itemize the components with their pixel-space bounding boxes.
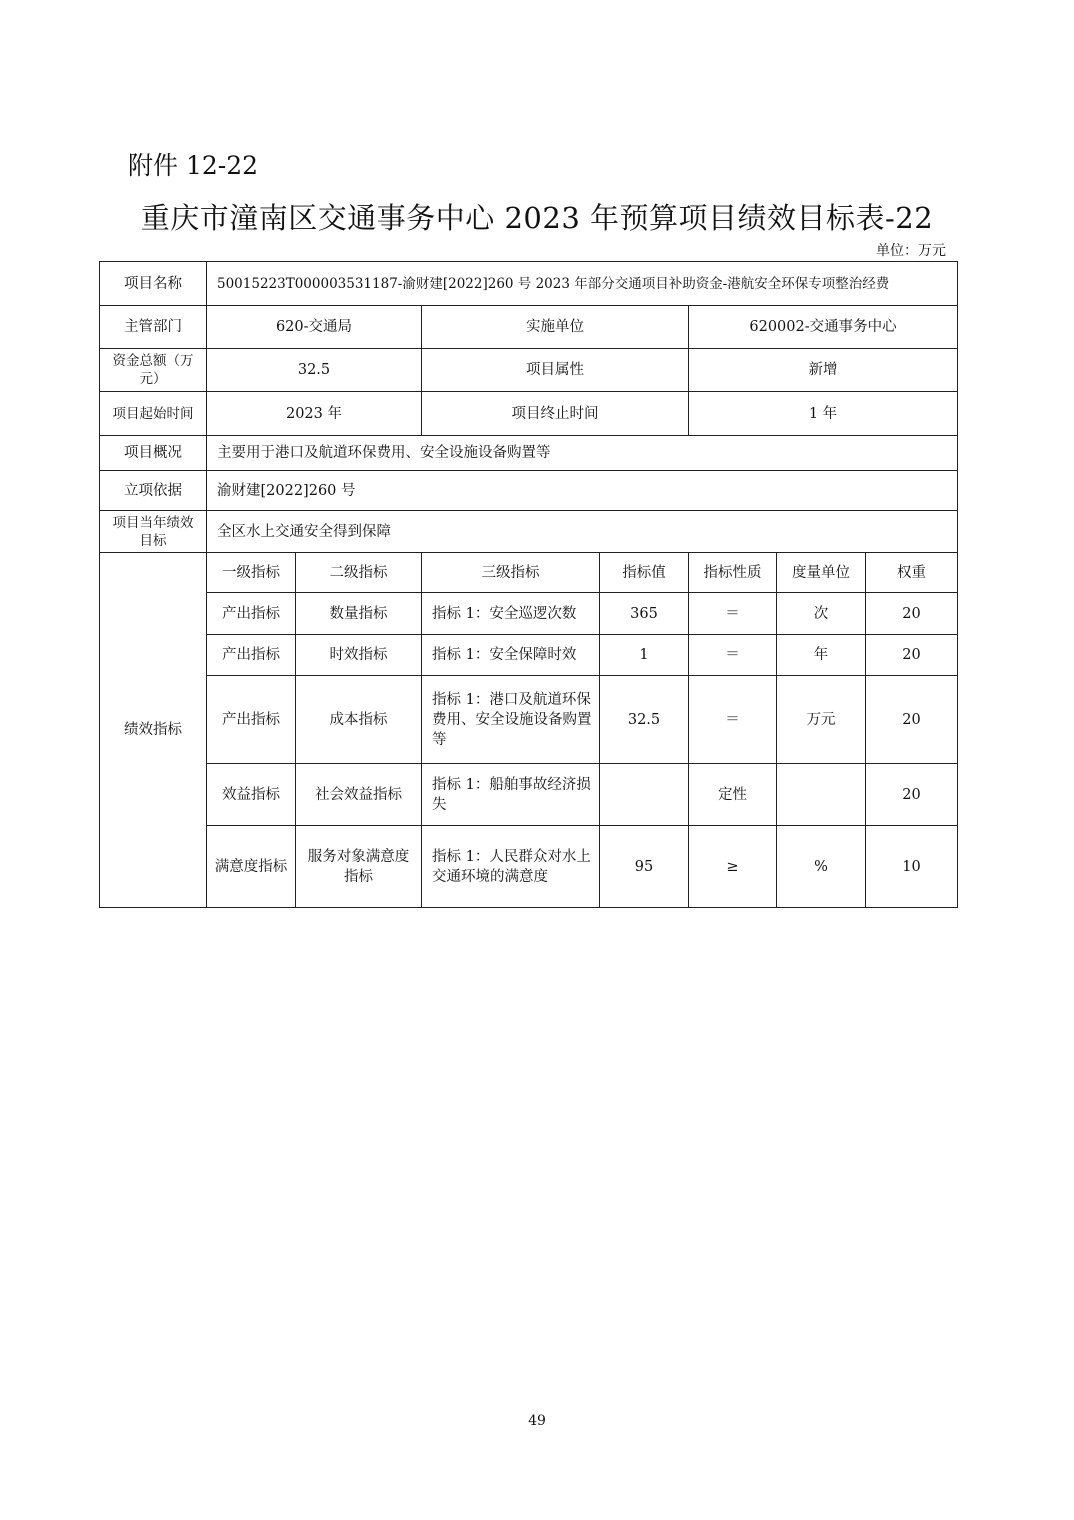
level3-cell: 指标 1：船舶事故经济损失 — [422, 764, 600, 826]
perf-header: 指标性质 — [689, 553, 777, 593]
table-row — [100, 635, 958, 676]
impl-value: 620002-交通事务中心 — [689, 306, 958, 349]
level1-cell: 产出指标 — [207, 676, 296, 764]
dept-value: 620-交通局 — [207, 306, 422, 349]
weight-cell: 20 — [866, 676, 958, 764]
value-cell: 32.5 — [600, 676, 689, 764]
level2-cell: 服务对象满意度指标 — [296, 826, 422, 908]
start-value: 2023 年 — [207, 392, 422, 436]
row-time — [100, 392, 958, 436]
perf-header: 一级指标 — [207, 553, 296, 593]
end-label: 项目终止时间 — [422, 392, 689, 436]
value-cell: 365 — [600, 593, 689, 635]
perf-header: 指标值 — [600, 553, 689, 593]
unit-label: 单位：万元 — [876, 243, 946, 259]
nature-cell: ≥ — [689, 826, 777, 908]
level1-cell: 产出指标 — [207, 593, 296, 635]
attachment-label: 附件 12-22 — [128, 151, 259, 180]
nature-cell: ＝ — [689, 676, 777, 764]
row-goal — [100, 511, 958, 553]
overview-value: 主要用于港口及航道环保费用、安全设施设备购置等 — [207, 436, 958, 471]
goal-value: 全区水上交通安全得到保障 — [207, 511, 958, 553]
perf-label: 绩效指标 — [100, 553, 207, 908]
document-title: 重庆市潼南区交通事务中心 2023 年预算项目绩效目标表-22 — [140, 201, 934, 235]
weight-cell: 20 — [866, 593, 958, 635]
end-value: 1 年 — [689, 392, 958, 436]
perf-header: 三级指标 — [422, 553, 600, 593]
level3-cell: 指标 1：安全保障时效 — [422, 635, 600, 676]
level2-cell: 社会效益指标 — [296, 764, 422, 826]
fund-value: 32.5 — [207, 349, 422, 392]
page-number: 49 — [528, 1413, 546, 1429]
table-row — [100, 593, 958, 635]
nature-cell: 定性 — [689, 764, 777, 826]
row-overview — [100, 436, 958, 471]
unit-cell — [777, 764, 866, 826]
dept-label: 主管部门 — [100, 306, 207, 349]
row-department — [100, 306, 958, 349]
start-label: 项目起始时间 — [100, 392, 207, 436]
row-fund — [100, 349, 958, 392]
unit-cell: 次 — [777, 593, 866, 635]
level3-cell: 指标 1：安全巡逻次数 — [422, 593, 600, 635]
fund-label: 资金总额（万元） — [100, 349, 207, 392]
unit-cell: % — [777, 826, 866, 908]
level3-cell: 指标 1：人民群众对水上交通环境的满意度 — [422, 826, 600, 908]
nature-cell: ＝ — [689, 635, 777, 676]
project-name-label: 项目名称 — [100, 262, 207, 306]
nature-cell: ＝ — [689, 593, 777, 635]
level2-cell: 时效指标 — [296, 635, 422, 676]
project-name-value: 50015223T000003531187-渝财建[2022]260 号 2023 年部分交通项目补助资金-港航安全环保专项整治经费 — [207, 262, 958, 306]
impl-label: 实施单位 — [422, 306, 689, 349]
level3-cell: 指标 1：港口及航道环保费用、安全设施设备购置等 — [422, 676, 600, 764]
table-row — [100, 764, 958, 826]
attr-value: 新增 — [689, 349, 958, 392]
weight-cell: 10 — [866, 826, 958, 908]
unit-cell: 万元 — [777, 676, 866, 764]
row-basis — [100, 471, 958, 511]
level2-cell: 成本指标 — [296, 676, 422, 764]
perf-header: 二级指标 — [296, 553, 422, 593]
table-row — [100, 676, 958, 764]
basis-value: 渝财建[2022]260 号 — [207, 471, 958, 511]
value-cell: 95 — [600, 826, 689, 908]
level1-cell: 满意度指标 — [207, 826, 296, 908]
goal-label: 项目当年绩效目标 — [100, 511, 207, 553]
perf-header: 权重 — [866, 553, 958, 593]
weight-cell: 20 — [866, 764, 958, 826]
weight-cell: 20 — [866, 635, 958, 676]
unit-cell: 年 — [777, 635, 866, 676]
perf-header-row — [100, 553, 958, 593]
performance-target-table — [99, 261, 958, 908]
attr-label: 项目属性 — [422, 349, 689, 392]
row-project-name — [100, 262, 958, 306]
level1-cell: 产出指标 — [207, 635, 296, 676]
overview-label: 项目概况 — [100, 436, 207, 471]
level1-cell: 效益指标 — [207, 764, 296, 826]
value-cell: 1 — [600, 635, 689, 676]
basis-label: 立项依据 — [100, 471, 207, 511]
value-cell — [600, 764, 689, 826]
perf-header: 度量单位 — [777, 553, 866, 593]
level2-cell: 数量指标 — [296, 593, 422, 635]
table-row — [100, 826, 958, 908]
